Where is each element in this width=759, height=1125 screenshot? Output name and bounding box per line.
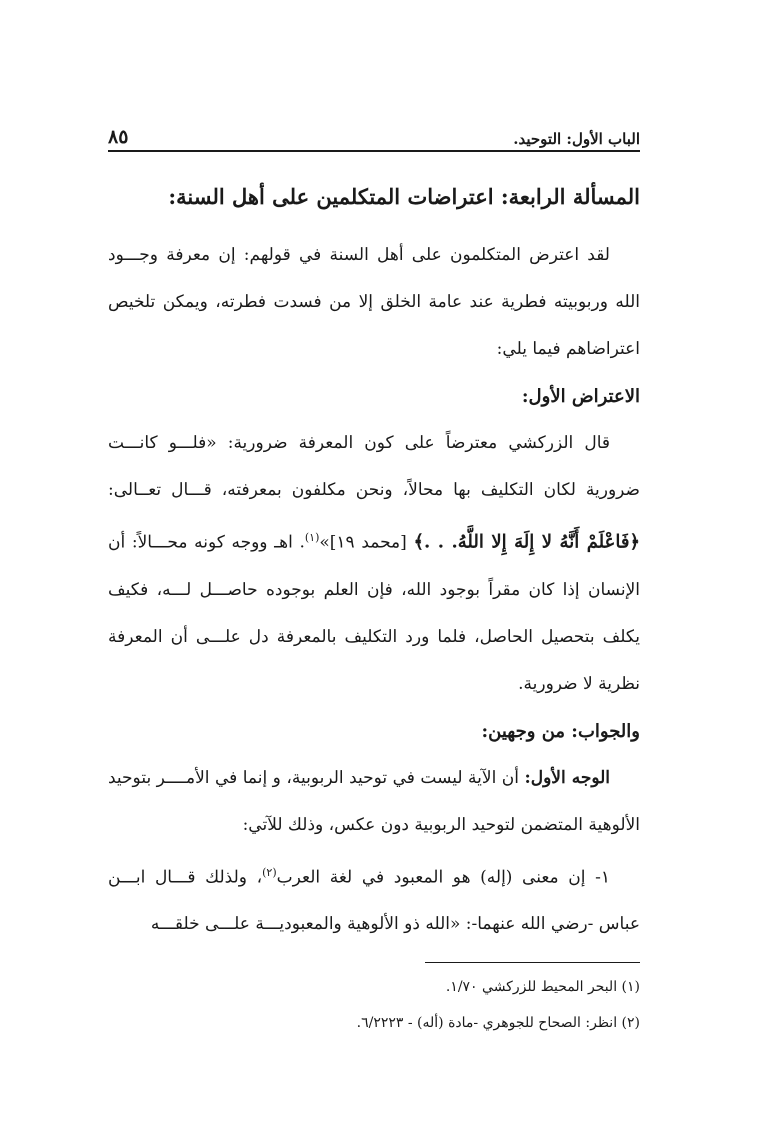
first-aspect-label: الوجه الأول: [524,767,611,788]
footnote-2: (٢) انظر: الصحاح للجوهري -مادة (أله) - ٦/٢٢٢٣. [356,1015,640,1032]
objection-paragraph [108,420,640,708]
objection-heading: الاعتراض الأول: [521,386,640,407]
chapter-title: الباب الأول: التوحيد. [513,130,640,148]
footnote-separator [425,962,640,963]
point-one-text-before: ١- إن معنى (إله) هو المعبود في لغة العرب [276,867,610,888]
verse-reference: [محمد ١٩]» [319,532,407,553]
answer-heading: والجواب: من وجهين: [481,720,640,742]
objection-text-before: قال الزركشي معترضاً على كون المعرفة ضرورية: «فلـــو كانـــت ضرورية لكان التكليف بها محالاً، ونحن مكلفون بمعرفته، قـــال تعــالى: [108,433,640,500]
footnote-mark-1: (١) [304,531,320,544]
first-aspect-paragraph [108,755,640,849]
section-title: المسألة الرابعة: اعتراضات المتكلمين على أهل السنة: [168,184,640,209]
document-page [108,118,640,1041]
intro-paragraph: لقد اعترض المتكلمون على أهل السنة في قولهم: إن معرفة وجـــود الله وربوبيته فطرية عند عامة الخلق إلا من فسدت فطرته، ويمكن تلخيص اعتراضاهم فيما يلي: [108,245,640,359]
footnotes [108,969,640,1041]
quran-verse: ﴿فَاعْلَمْ أَنَّهُ لا إِلَهَ إِلا اللَّهُ. . .﴾ [413,531,641,553]
first-aspect-text: أن الآية ليست في توحيد الربوبية، و إنما في الأمــــر بتوحيد الألوهية المتضمن لتوحيد الربوبية دون عكس، وذلك للآتي: [108,767,640,835]
objection-text-after: . اهـ ووجه كونه محـــالاً: أن الإنسان إذا كان مقراً بوجود الله، فإن العلم بوجوده حاصـــل لـــه، فكيف يكلف بتحصيل الحاصل، فلما ورد التكليف بالمعرفة دل علـــى أن المعرفة نظرية لا ضرورية. [108,532,640,694]
footnote-1: (١) البحر المحيط للزركشي ١/٧٠. [445,979,640,996]
page-number: ٨٥ [108,126,129,148]
point-one-paragraph [108,849,640,949]
point-one-text-after: ، ولذلك قـــال ابـــن عباس -رضي الله عنهما-: «الله ذو الألوهية والمعبوديـــة علـــى خلقـــه [108,867,640,935]
running-header [108,118,640,152]
footnote-mark-2: (٢) [262,865,277,879]
